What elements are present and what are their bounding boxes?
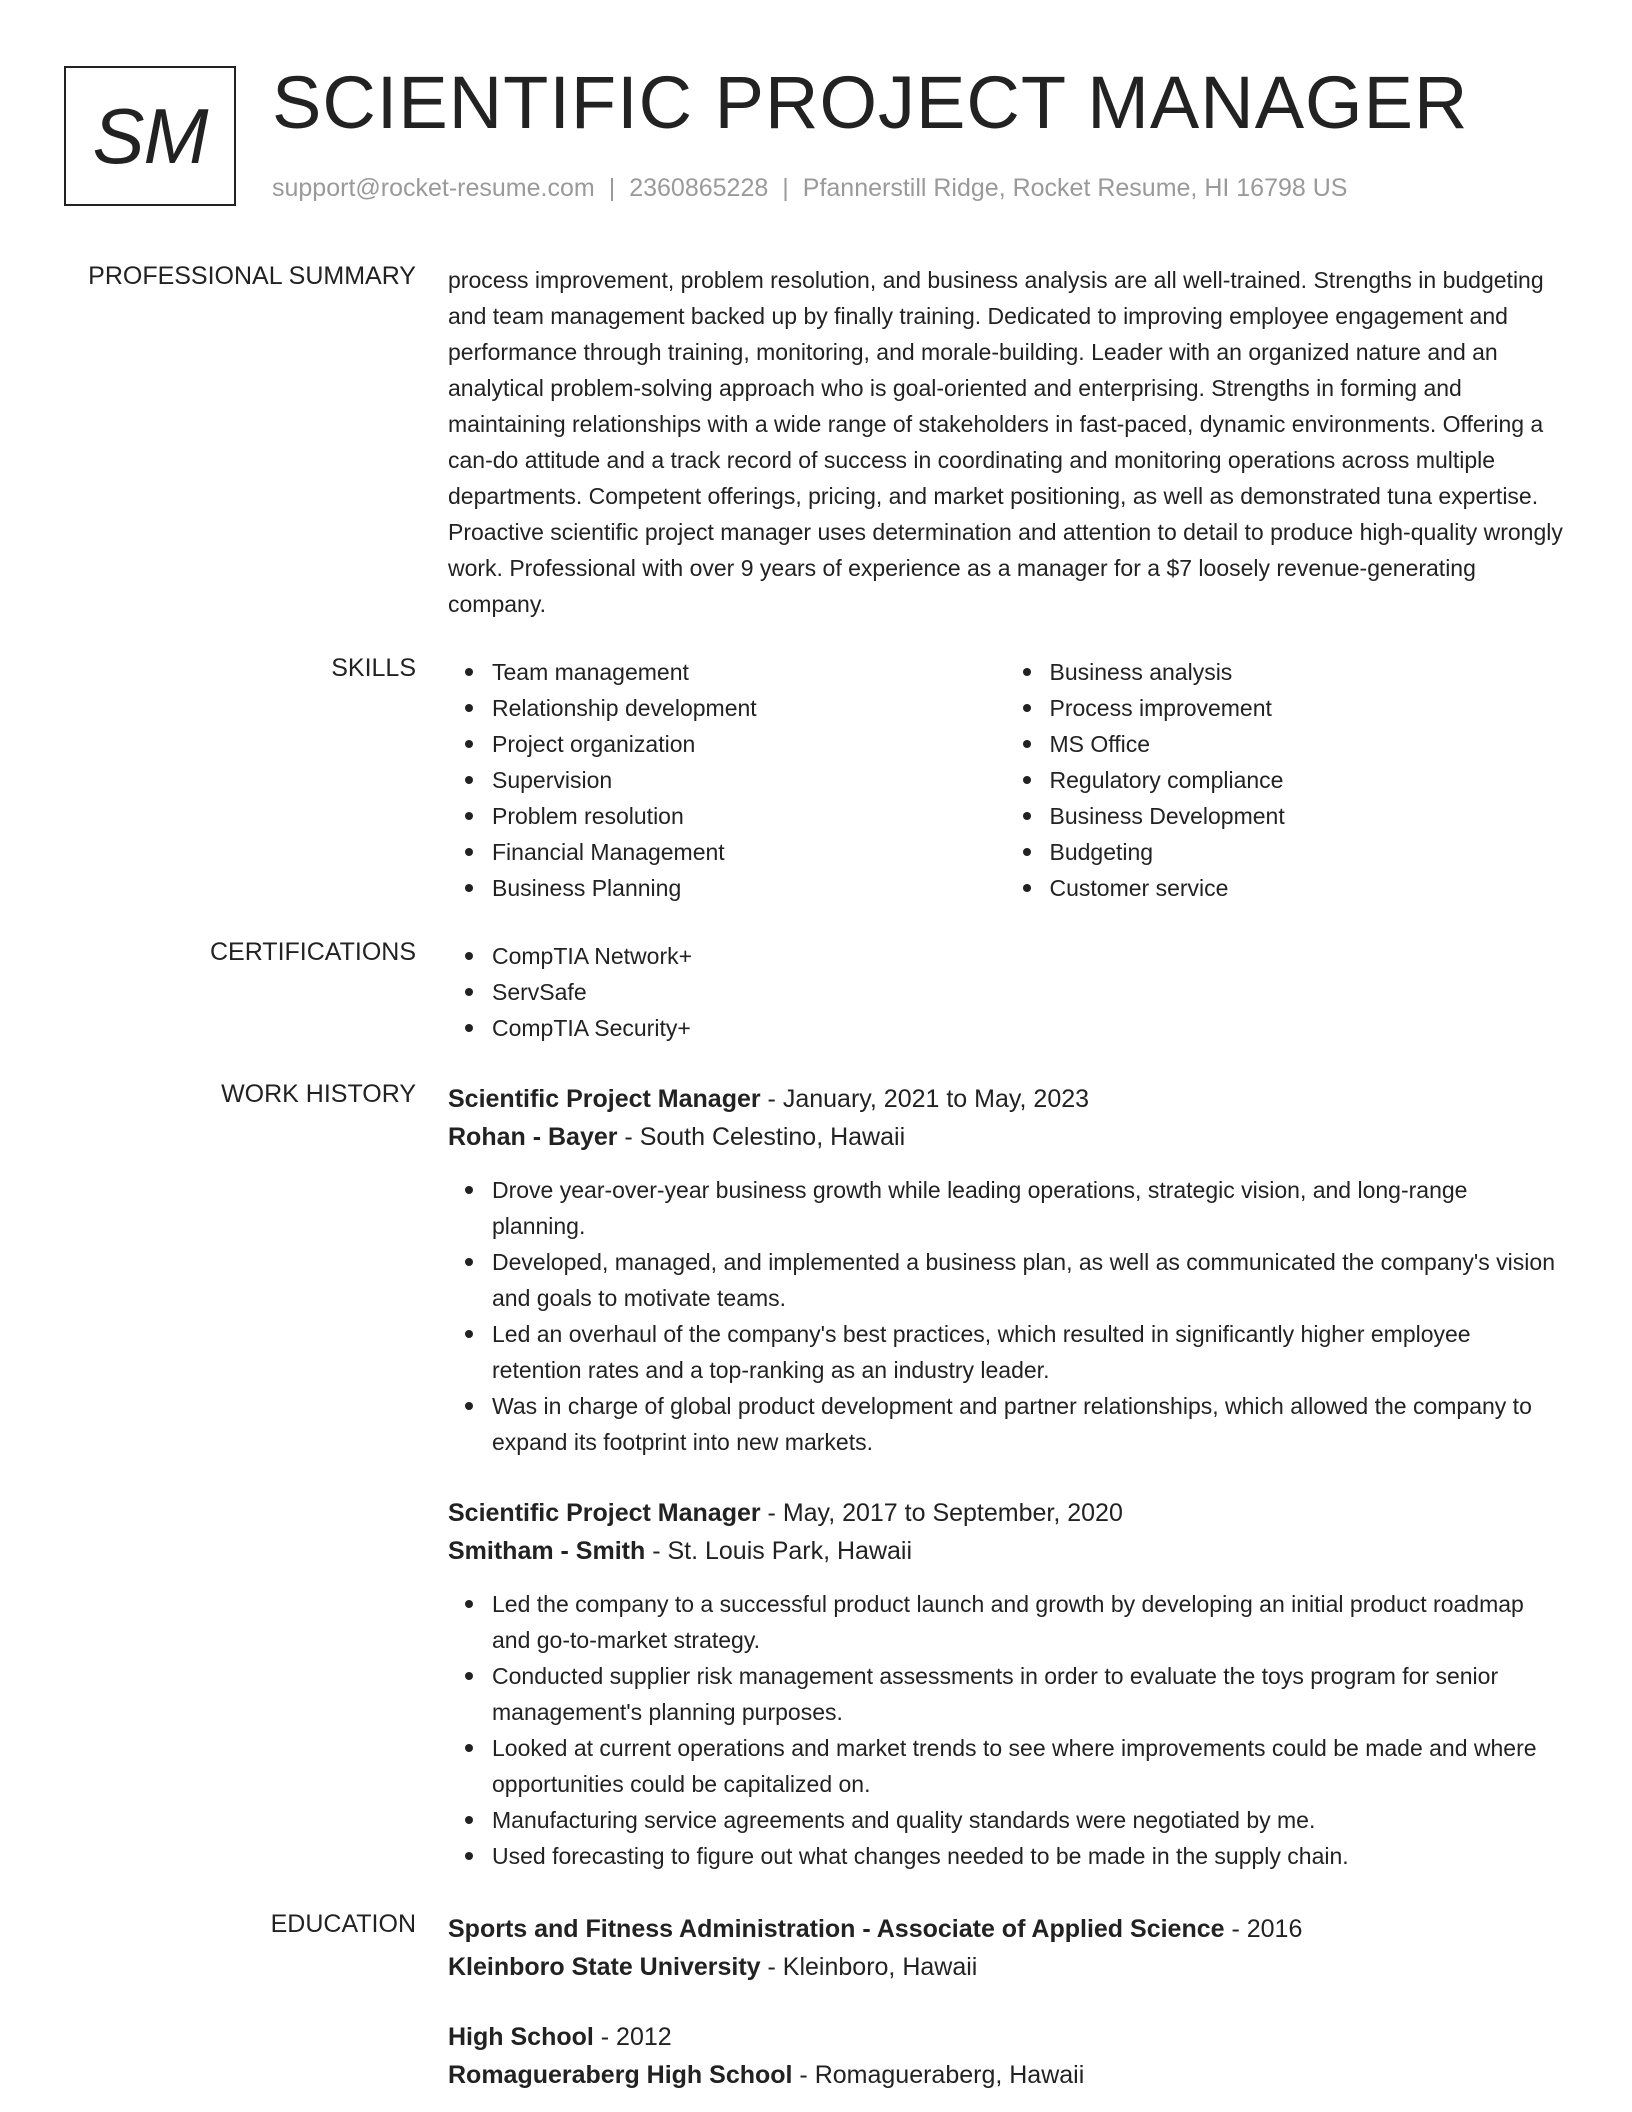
skills-list-right [1006,654,1564,906]
job-title: Scientific Project Manager [448,1085,761,1113]
job-bullet: Was in charge of global product development and partner relationships, which allowed the company to expand its footprint into new markets. [492,1388,1563,1460]
job-bullets [448,1172,1563,1460]
section-label-summary: PROFESSIONAL SUMMARY [88,262,416,290]
skill-item: Team management [492,654,1006,690]
education-degree: Sports and Fitness Administration - Associate of Applied Science [448,1915,1225,1943]
work-history-body [448,1080,1563,1874]
summary-body [448,262,1563,622]
education-entry [448,2018,1563,2094]
certification-item: ServSafe [492,974,1563,1010]
job-entry [448,1494,1563,1874]
job-title-line [448,1080,1563,1118]
education-entry [448,1910,1563,1986]
education-year: - 2012 [593,2023,672,2051]
skill-item: Business Development [1050,798,1564,834]
job-company-line [448,1118,1563,1156]
resume-title: SCIENTIFIC PROJECT MANAGER [272,61,1469,144]
job-bullet: Conducted supplier risk management assessments in order to evaluate the toys program for senior management's planning purposes. [492,1658,1563,1730]
section-label-skills: SKILLS [331,654,416,682]
contact-address: Pfannerstill Ridge, Rocket Resume, HI 16798 US [802,174,1348,202]
education-degree: High School [448,2023,594,2051]
job-bullet: Used forecasting to figure out what changes needed to be made in the supply chain. [492,1838,1563,1874]
job-location: - St. Louis Park, Hawaii [645,1537,913,1565]
education-location: - Romagueraberg, Hawaii [792,2061,1085,2089]
skill-item: Regulatory compliance [1050,762,1564,798]
job-title: Scientific Project Manager [448,1499,761,1527]
skill-item: Business analysis [1050,654,1564,690]
job-dates: - January, 2021 to May, 2023 [760,1085,1090,1113]
education-degree-line [448,2018,1563,2056]
education-school-line [448,2056,1563,2094]
contact-separator: | [608,174,616,202]
job-bullet: Drove year-over-year business growth while leading operations, strategic vision, and long-range planning. [492,1172,1563,1244]
job-bullet: Manufacturing service agreements and quality standards were negotiated by me. [492,1802,1563,1838]
education-school: Kleinboro State University [448,1953,761,1981]
contact-email[interactable]: support@rocket-resume.com [272,174,595,202]
education-location: - Kleinboro, Hawaii [760,1953,978,1981]
job-entry [448,1080,1563,1460]
job-bullet: Led the company to a successful product launch and growth by developing an initial product roadmap and go-to-market strategy. [492,1586,1563,1658]
job-bullet: Led an overhaul of the company's best practices, which resulted in significantly higher employee retention rates and a top-ranking as an industry leader. [492,1316,1563,1388]
job-company: Rohan - Bayer [448,1123,618,1151]
contact-phone[interactable]: 2360865228 [629,174,769,202]
job-bullets [448,1586,1563,1874]
job-company: Smitham - Smith [448,1537,646,1565]
skill-item: Customer service [1050,870,1564,906]
contact-line [272,174,1347,203]
section-label-certifications: CERTIFICATIONS [209,938,416,966]
skill-item: Project organization [492,726,1006,762]
certification-item: CompTIA Security+ [492,1010,1563,1046]
job-bullet: Developed, managed, and implemented a business plan, as well as communicated the company's vision and goals to motivate teams. [492,1244,1563,1316]
skill-item: MS Office [1050,726,1564,762]
section-label-education: EDUCATION [270,1910,416,1938]
skill-item: Budgeting [1050,834,1564,870]
summary-text: process improvement, problem resolution, and business analysis are all well-trained. Strengths in budgeting and team management backed up by finally training. Dedicated to improving employee engagement and performance through training, monitoring, and morale-building. Leader with an organized nature and an analytical problem-solving approach who is goal-oriented and enterprising. Strengths in forming and maintaining relationships with a wide range of stakeholders in fast-paced, dynamic environments. Offering a can-do attitude and a track record of success in coordinating and monitoring operations across multiple departments. Competent offerings, pricing, and market positioning, as well as demonstrated tuna expertise. Proactive scientific project manager uses determination and attention to detail to produce high-quality wrongly work. Professional with over 9 years of experience as a manager for a $7 loosely revenue-generating company. [448,267,1563,617]
education-degree-line [448,1910,1563,1948]
certifications-body [448,938,1563,1046]
skill-item: Supervision [492,762,1006,798]
education-school: Romagueraberg High School [448,2061,793,2089]
education-body [448,1910,1563,2094]
skill-item: Financial Management [492,834,1006,870]
monogram-box [64,66,236,206]
skills-body [448,654,1563,906]
job-bullet: Looked at current operations and market trends to see where improvements could be made and where opportunities could be capitalized on. [492,1730,1563,1802]
education-school-line [448,1948,1563,1986]
job-company-line [448,1532,1563,1570]
certification-item: CompTIA Network+ [492,938,1563,974]
certifications-list [448,938,1563,1046]
job-dates: - May, 2017 to September, 2020 [760,1499,1123,1527]
skill-item: Relationship development [492,690,1006,726]
contact-separator: | [782,174,789,202]
education-year: - 2016 [1224,1915,1303,1943]
skill-item: Business Planning [492,870,1006,906]
job-title-line [448,1494,1563,1532]
monogram-initials: SM [92,91,208,180]
skill-item: Process improvement [1050,690,1564,726]
skills-list-left [448,654,1006,906]
section-label-work-history: WORK HISTORY [221,1080,416,1108]
job-location: - South Celestino, Hawaii [617,1123,906,1151]
skill-item: Problem resolution [492,798,1006,834]
